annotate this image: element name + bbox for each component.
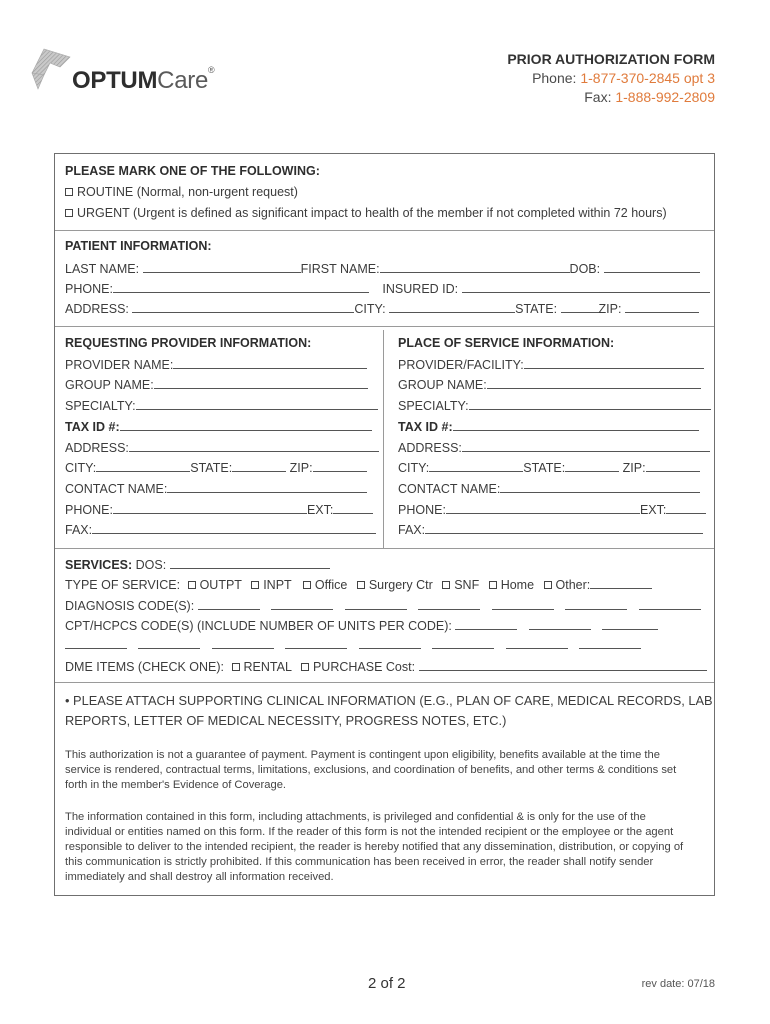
pos-fax-field[interactable] (425, 521, 703, 534)
req-specialty-field[interactable] (136, 397, 378, 410)
cpt-code-field[interactable] (455, 617, 517, 630)
attach-instructions-line1: • PLEASE ATTACH SUPPORTING CLINICAL INFORMATION (E.G., PLAN OF CARE, MEDICAL RECORDS, LAB (65, 693, 713, 708)
pos-fax-row: FAX: (398, 521, 703, 538)
logo-reg-mark: ® (208, 65, 215, 75)
diagnosis-codes-row: DIAGNOSIS CODE(S): (65, 597, 701, 614)
optum-care-logo (30, 45, 230, 100)
patient-phone-field[interactable] (113, 280, 369, 293)
req-ext-field[interactable] (333, 501, 373, 514)
diagnosis-code-field[interactable] (418, 597, 480, 610)
cpt-code-field[interactable] (506, 636, 568, 649)
req-contact-name-row: CONTACT NAME: (65, 480, 367, 497)
cpt-code-field[interactable] (212, 636, 274, 649)
provider-section-divider (55, 326, 714, 327)
service-inpt-option[interactable]: INPT (251, 578, 291, 592)
diagnosis-code-field[interactable] (271, 597, 333, 610)
attach-instructions-line2: REPORTS, LETTER OF MEDICAL NECESSITY, PROGRESS NOTES, ETC.) (65, 713, 507, 728)
cpt-code-field[interactable] (579, 636, 641, 649)
req-contact-name-field[interactable] (167, 480, 367, 493)
last-name-field[interactable] (143, 260, 301, 273)
pos-state-field[interactable] (565, 459, 619, 472)
req-phone-field[interactable] (113, 501, 307, 514)
req-phone-row: PHONE: EXT: (65, 501, 373, 518)
services-dos-row: SERVICES: DOS: (65, 556, 330, 573)
patient-city-field[interactable] (389, 300, 515, 313)
service-home-option[interactable]: Home (489, 578, 534, 592)
optum-logo-mark-icon (30, 45, 74, 93)
cpt-code-field[interactable] (432, 636, 494, 649)
patient-address-row: ADDRESS: CITY: STATE: ZIP: (65, 300, 699, 317)
req-group-name-field[interactable] (154, 376, 368, 389)
urgent-checkbox[interactable] (65, 209, 73, 217)
service-outpt-option[interactable]: OUTPT (188, 578, 242, 592)
diagnosis-code-field[interactable] (198, 597, 260, 610)
pos-address-row: ADDRESS: (398, 439, 710, 456)
service-office-option[interactable]: Office (303, 578, 347, 592)
pos-phone-field[interactable] (446, 501, 640, 514)
req-city-row: CITY: STATE: ZIP: (65, 459, 367, 476)
type-of-service-row: TYPE OF SERVICE: OUTPT INPT Office Surgery Ctr SNF Home Other: (65, 576, 652, 593)
cpt-code-field[interactable] (359, 636, 421, 649)
routine-option[interactable]: ROUTINE (Normal, non-urgent request) (65, 184, 298, 200)
pos-tax-id-field[interactable] (453, 418, 699, 431)
service-snf-option[interactable]: SNF (442, 578, 479, 592)
pos-zip-field[interactable] (646, 459, 700, 472)
pos-phone-row: PHONE: EXT: (398, 501, 706, 518)
dme-rental-option[interactable]: RENTAL (232, 660, 292, 674)
req-state-field[interactable] (232, 459, 286, 472)
req-fax-field[interactable] (92, 521, 376, 534)
cpt-code-field[interactable] (65, 636, 127, 649)
payment-disclaimer: This authorization is not a guarantee of payment. Payment is contingent upon eligibility, benefits available at the time the service is rendered, contractual terms, limitations, exclusions, and coordination of benefits, and other terms & conditions set forth in the member's Evidence of Coverage. (65, 749, 677, 791)
req-specialty-row: SPECIALTY: (65, 397, 378, 414)
dob-field[interactable] (604, 260, 700, 273)
pos-contact-name-row: CONTACT NAME: (398, 480, 700, 497)
pos-group-name-row: GROUP NAME: (398, 376, 701, 393)
logo-brand-bold: OPTUM (72, 67, 158, 94)
purchase-cost-field[interactable] (419, 658, 707, 671)
service-surgery-option[interactable]: Surgery Ctr (357, 578, 433, 592)
header-phone: Phone: 1-877-370-2845 opt 3 (532, 70, 715, 86)
pos-specialty-row: SPECIALTY: (398, 397, 711, 414)
notes-section-divider (55, 682, 714, 683)
patient-phone-row: PHONE: INSURED ID: (65, 280, 710, 297)
cpt-codes-row: CPT/HCPCS CODE(S) (INCLUDE NUMBER OF UNITS PER CODE): (65, 617, 658, 634)
req-city-field[interactable] (96, 459, 190, 472)
pos-facility-field[interactable] (524, 356, 704, 369)
cpt-code-field[interactable] (602, 617, 658, 630)
diagnosis-code-field[interactable] (345, 597, 407, 610)
routine-checkbox[interactable] (65, 188, 73, 196)
pos-city-row: CITY: STATE: ZIP: (398, 459, 700, 476)
patient-state-field[interactable] (561, 300, 599, 313)
patient-address-field[interactable] (132, 300, 354, 313)
dme-purchase-option[interactable]: PURCHASE Cost: (301, 660, 415, 674)
pos-ext-field[interactable] (666, 501, 706, 514)
req-provider-name-field[interactable] (173, 356, 367, 369)
dme-items-row: DME ITEMS (CHECK ONE): RENTAL PURCHASE Cost: (65, 658, 707, 675)
provider-column-divider (383, 330, 384, 548)
diagnosis-code-field[interactable] (492, 597, 554, 610)
authorization-form (54, 153, 715, 896)
cpt-codes-row-2 (65, 636, 641, 653)
cpt-code-field[interactable] (138, 636, 200, 649)
insured-id-field[interactable] (462, 280, 710, 293)
patient-section-divider (55, 230, 714, 231)
req-address-row: ADDRESS: (65, 439, 379, 456)
req-provider-name-row: PROVIDER NAME: (65, 356, 367, 373)
pos-facility-row: PROVIDER/FACILITY: (398, 356, 704, 373)
req-zip-field[interactable] (313, 459, 367, 472)
dos-field[interactable] (170, 556, 330, 569)
service-other-field[interactable] (590, 576, 652, 589)
cpt-code-field[interactable] (529, 617, 591, 630)
pos-city-field[interactable] (429, 459, 523, 472)
diagnosis-code-field[interactable] (565, 597, 627, 610)
req-group-name-row: GROUP NAME: (65, 376, 368, 393)
patient-heading: PATIENT INFORMATION: (65, 239, 212, 253)
patient-name-row: LAST NAME: FIRST NAME: DOB: (65, 260, 700, 277)
page-number: 2 of 2 (368, 975, 406, 992)
req-tax-id-field[interactable] (120, 418, 372, 431)
pos-contact-name-field[interactable] (500, 480, 700, 493)
pos-address-field[interactable] (462, 439, 710, 452)
services-section-divider (55, 548, 714, 549)
form-header (507, 50, 715, 107)
patient-zip-field[interactable] (625, 300, 699, 313)
first-name-field[interactable] (380, 260, 570, 273)
service-other-option[interactable]: Other: (544, 578, 591, 592)
confidentiality-disclaimer: The information contained in this form, including attachments, is privileged and confidential & is only for the use of the individual or entities named on this form. If the reader of this form is not the intended recipient or the employee or the agent responsible to deliver to the intended recipient, the reader is hereby notified that any dissemination, distribution, or copying of this communication is strictly prohibited. If this communication has been received in error, the reader shall notify sender immediately and shall destroy all information received. (65, 811, 684, 883)
req-tax-id-row: TAX ID #: (65, 418, 372, 435)
diagnosis-code-field[interactable] (639, 597, 701, 610)
logo-brand-light: Care (157, 67, 208, 94)
cpt-code-field[interactable] (285, 636, 347, 649)
form-title: PRIOR AUTHORIZATION FORM (507, 51, 715, 67)
urgent-option[interactable]: URGENT (Urgent is defined as significant impact to health of the member if not completed within 72 hours) (65, 205, 667, 221)
header-fax: Fax: 1-888-992-2809 (584, 89, 715, 105)
req-fax-row: FAX: (65, 521, 376, 538)
requesting-provider-heading: REQUESTING PROVIDER INFORMATION: (65, 336, 312, 350)
pos-specialty-field[interactable] (469, 397, 711, 410)
mark-one-heading: PLEASE MARK ONE OF THE FOLLOWING: (65, 164, 320, 178)
revision-date: rev date: 07/18 (641, 978, 715, 990)
req-address-field[interactable] (129, 439, 379, 452)
place-of-service-heading: PLACE OF SERVICE INFORMATION: (398, 336, 615, 350)
pos-group-name-field[interactable] (487, 376, 701, 389)
pos-tax-id-row: TAX ID #: (398, 418, 699, 435)
